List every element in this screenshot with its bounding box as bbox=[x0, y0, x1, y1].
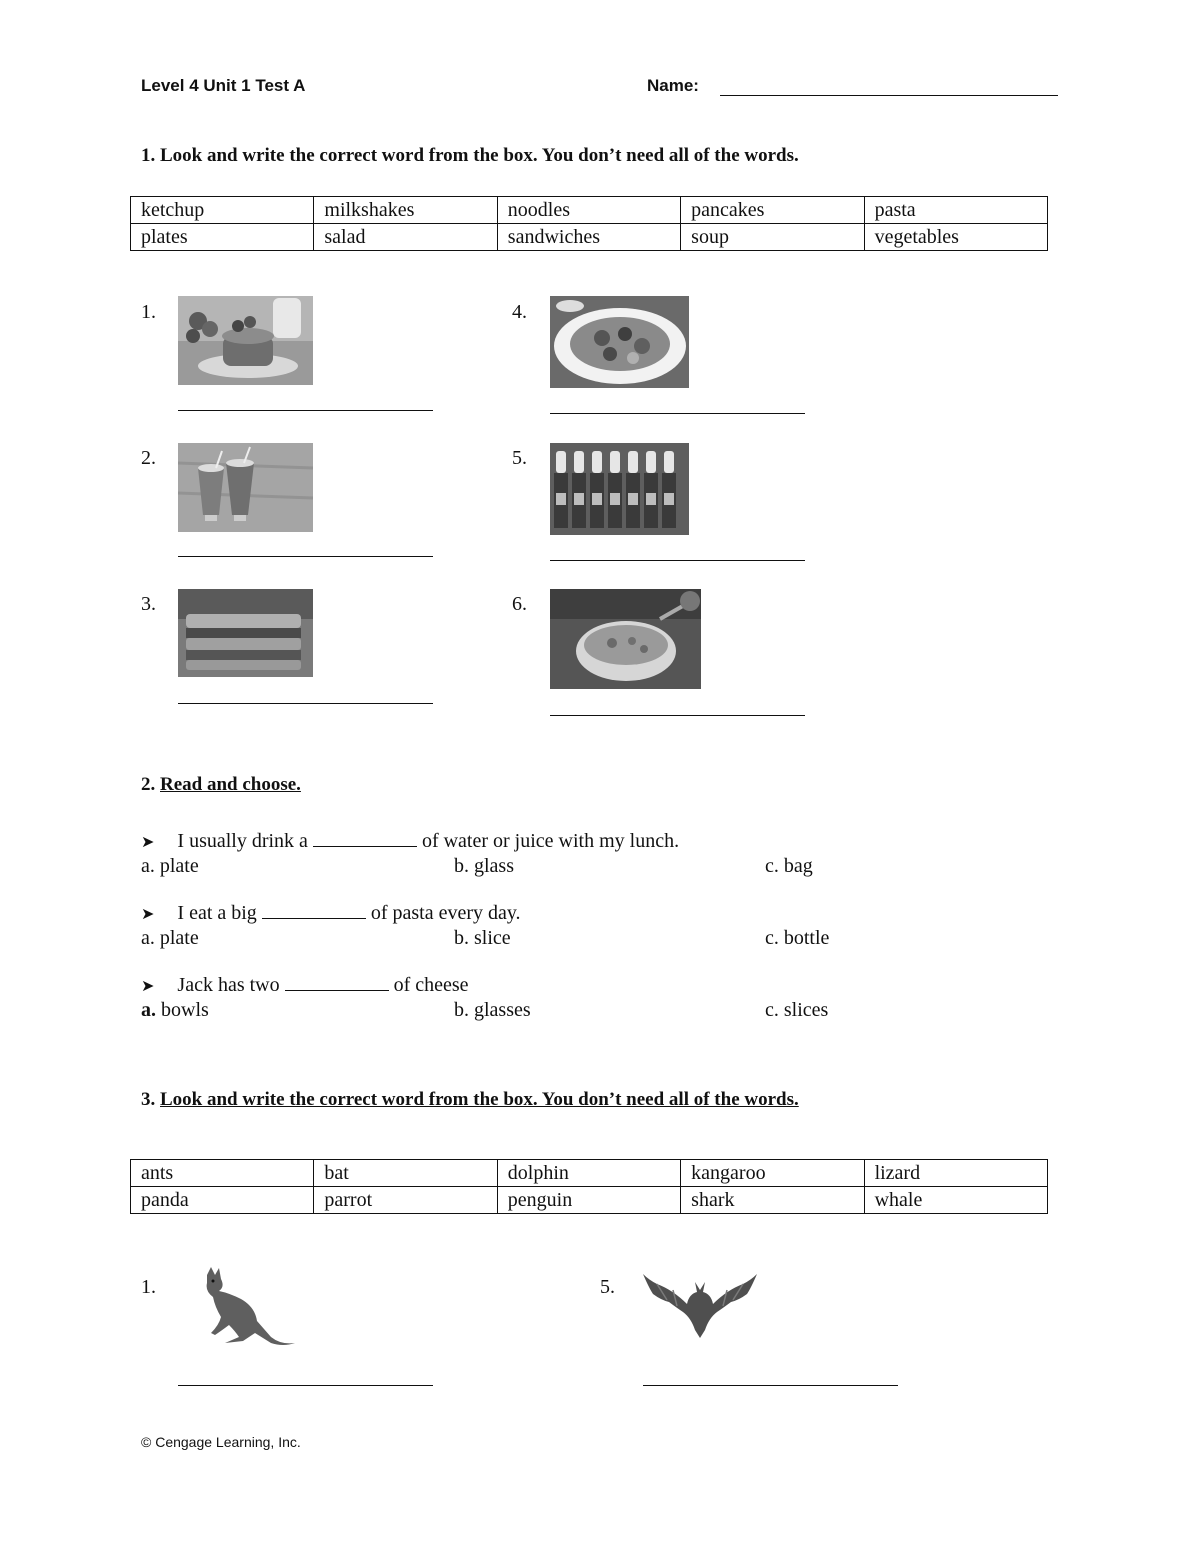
word-cell: parrot bbox=[314, 1187, 497, 1214]
answer-blank[interactable] bbox=[262, 900, 366, 919]
pancakes-photo bbox=[178, 296, 313, 385]
option-c[interactable]: c. slices bbox=[765, 999, 829, 1021]
item-number: 1. bbox=[141, 1276, 156, 1298]
word-box-row bbox=[131, 1187, 1048, 1214]
sandwiches-photo bbox=[178, 589, 313, 677]
option-a[interactable]: a. plate bbox=[141, 855, 199, 877]
word-cell: kangaroo bbox=[681, 1160, 864, 1187]
word-cell: pancakes bbox=[681, 197, 864, 224]
word-cell: noodles bbox=[497, 197, 680, 224]
word-cell: sandwiches bbox=[497, 224, 680, 251]
salad-photo bbox=[550, 296, 689, 388]
option-c[interactable]: c. bottle bbox=[765, 927, 830, 949]
test-title: Level 4 Unit 1 Test A bbox=[141, 76, 306, 95]
answer-blank[interactable] bbox=[285, 972, 389, 991]
word-cell: milkshakes bbox=[314, 197, 497, 224]
answer-line-5[interactable] bbox=[550, 560, 805, 561]
answer-blank[interactable] bbox=[313, 828, 417, 847]
name-field[interactable] bbox=[720, 95, 1058, 96]
arrow-bullet-icon: ➤ bbox=[141, 904, 155, 923]
item-number: 5. bbox=[512, 447, 527, 469]
section2-heading bbox=[141, 774, 301, 796]
word-box-row bbox=[131, 1160, 1048, 1187]
name-label: Name: bbox=[647, 76, 699, 95]
word-cell: salad bbox=[314, 224, 497, 251]
item-number: 2. bbox=[141, 447, 156, 469]
question-sentence: ➤ Jack has two of cheese bbox=[141, 974, 469, 996]
word-cell: bat bbox=[314, 1160, 497, 1187]
option-c[interactable]: c. bag bbox=[765, 855, 813, 877]
word-cell: whale bbox=[864, 1187, 1047, 1214]
arrow-bullet-icon: ➤ bbox=[141, 976, 155, 995]
section1-heading: 1. Look and write the correct word from the box. You don’t need all of the words. bbox=[141, 145, 799, 166]
question-sentence: ➤ I usually drink a of water or juice with my lunch. bbox=[141, 830, 680, 852]
answer-line-6[interactable] bbox=[550, 715, 805, 716]
question-sentence: ➤ I eat a big of pasta every day. bbox=[141, 902, 521, 924]
word-cell: plates bbox=[131, 224, 314, 251]
item-number: 5. bbox=[600, 1276, 615, 1298]
option-a[interactable]: a. bowls bbox=[141, 999, 209, 1021]
arrow-bullet-icon: ➤ bbox=[141, 832, 155, 851]
bat-picture bbox=[643, 1268, 757, 1338]
ketchup-bottles-photo bbox=[550, 443, 689, 535]
food-word-box bbox=[130, 196, 1048, 251]
section3-heading-text: Look and write the correct word from the box. You don’t need all of the words. bbox=[160, 1089, 799, 1110]
word-cell: penguin bbox=[497, 1187, 680, 1214]
item-number: 3. bbox=[141, 593, 156, 615]
word-cell: shark bbox=[681, 1187, 864, 1214]
item-number: 4. bbox=[512, 301, 527, 323]
option-b[interactable]: b. slice bbox=[454, 927, 511, 949]
item-number: 1. bbox=[141, 301, 156, 323]
option-a[interactable]: a. plate bbox=[141, 927, 199, 949]
word-cell: pasta bbox=[864, 197, 1047, 224]
answer-line-1[interactable] bbox=[178, 410, 433, 411]
answer-line-animal-1[interactable] bbox=[178, 1385, 433, 1386]
section2-heading-number: 2. bbox=[141, 774, 156, 795]
word-cell: ants bbox=[131, 1160, 314, 1187]
answer-line-4[interactable] bbox=[550, 413, 805, 414]
section2-heading-text: Read and choose. bbox=[160, 774, 301, 795]
section3-heading bbox=[141, 1089, 799, 1111]
option-b[interactable]: b. glasses bbox=[454, 999, 531, 1021]
word-cell: vegetables bbox=[864, 224, 1047, 251]
item-number: 6. bbox=[512, 593, 527, 615]
answer-line-3[interactable] bbox=[178, 703, 433, 704]
word-cell: soup bbox=[681, 224, 864, 251]
copyright-footer: © Cengage Learning, Inc. bbox=[141, 1434, 301, 1450]
milkshakes-photo bbox=[178, 443, 313, 532]
word-cell: ketchup bbox=[131, 197, 314, 224]
soup-photo bbox=[550, 589, 701, 689]
word-cell: panda bbox=[131, 1187, 314, 1214]
word-cell: dolphin bbox=[497, 1160, 680, 1187]
animal-word-box bbox=[130, 1159, 1048, 1214]
answer-line-animal-5[interactable] bbox=[643, 1385, 898, 1386]
word-cell: lizard bbox=[864, 1160, 1047, 1187]
word-box-row bbox=[131, 224, 1048, 251]
section3-heading-number: 3. bbox=[141, 1089, 156, 1110]
option-b[interactable]: b. glass bbox=[454, 855, 514, 877]
answer-line-2[interactable] bbox=[178, 556, 433, 557]
word-box-row bbox=[131, 197, 1048, 224]
kangaroo-picture bbox=[185, 1265, 297, 1347]
